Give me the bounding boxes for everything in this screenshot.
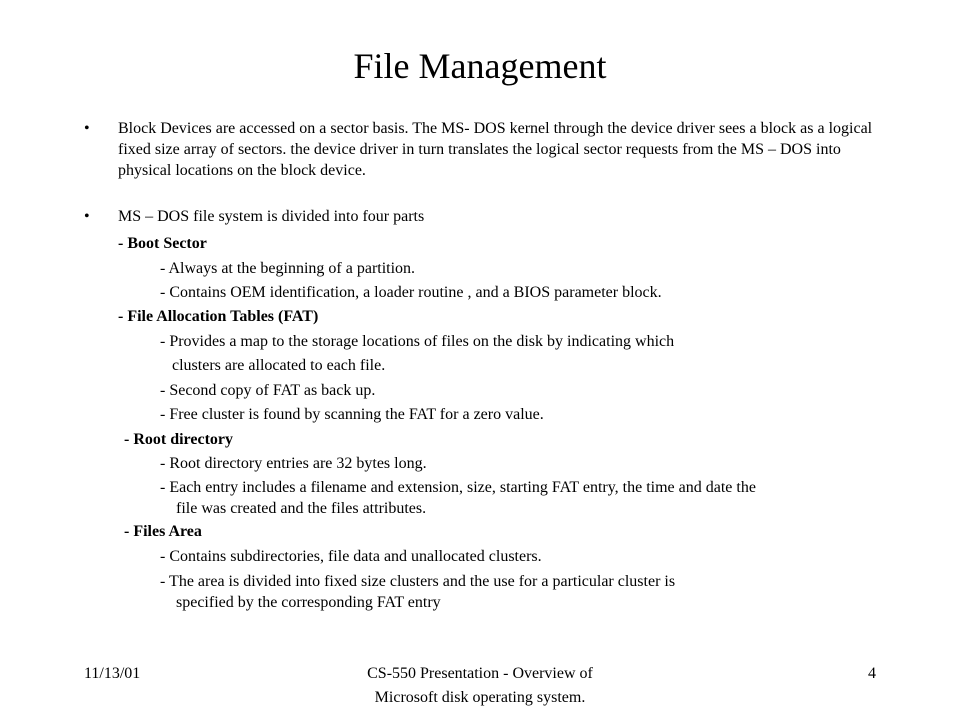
files-area-heading: - Files Area bbox=[124, 523, 202, 540]
files-area-line-1: - Contains subdirectories, file data and unallocated clusters. bbox=[160, 548, 542, 565]
root-directory-line-2: - Each entry includes a filename and extension, size, starting FAT entry, the time and date the bbox=[160, 479, 756, 496]
files-area-line-2: - The area is divided into fixed size clusters and the use for a particular cluster is bbox=[160, 573, 676, 590]
bullet-1-dot: • bbox=[84, 120, 90, 137]
footer-title-line-1: CS-550 Presentation - Overview of bbox=[367, 665, 593, 682]
boot-sector-heading: - Boot Sector bbox=[118, 235, 207, 252]
fat-heading: - File Allocation Tables (FAT) bbox=[118, 308, 319, 325]
root-directory-heading: - Root directory bbox=[124, 431, 233, 448]
bullet-1-text: Block Devices are accessed on a sector basis. The MS- DOS kernel through the device driver sees a block as a logical fixed size array of sectors. the device driver in turn translates the logical sector requests from the MS – DOS into physical locations on the block device. bbox=[118, 120, 873, 179]
bullet-2-text: MS – DOS file system is divided into four parts bbox=[118, 208, 425, 225]
fat-line-4: - Free cluster is found by scanning the FAT for a zero value. bbox=[160, 406, 544, 423]
fat-line-1: - Provides a map to the storage locations of files on the disk by indicating which bbox=[160, 333, 675, 350]
boot-sector-line-1: - Always at the beginning of a partition. bbox=[160, 260, 416, 277]
boot-sector-line-2: - Contains OEM identification, a loader routine , and a BIOS parameter block. bbox=[160, 284, 662, 301]
bullet-2-dot: • bbox=[84, 208, 90, 225]
root-directory-line-3: file was created and the files attributes. bbox=[176, 500, 427, 517]
footer-title bbox=[300, 664, 660, 708]
files-area-line-3: specified by the corresponding FAT entry bbox=[176, 594, 441, 611]
slide-title: File Management bbox=[353, 46, 607, 86]
fat-line-2: clusters are allocated to each file. bbox=[172, 357, 386, 374]
page-number: 4 bbox=[868, 665, 876, 682]
fat-line-3: - Second copy of FAT as back up. bbox=[160, 382, 376, 399]
root-directory-line-1: - Root directory entries are 32 bytes long. bbox=[160, 455, 427, 472]
footer-title-line-2: Microsoft disk operating system. bbox=[374, 689, 586, 706]
footer-date: 11/13/01 bbox=[84, 665, 141, 682]
